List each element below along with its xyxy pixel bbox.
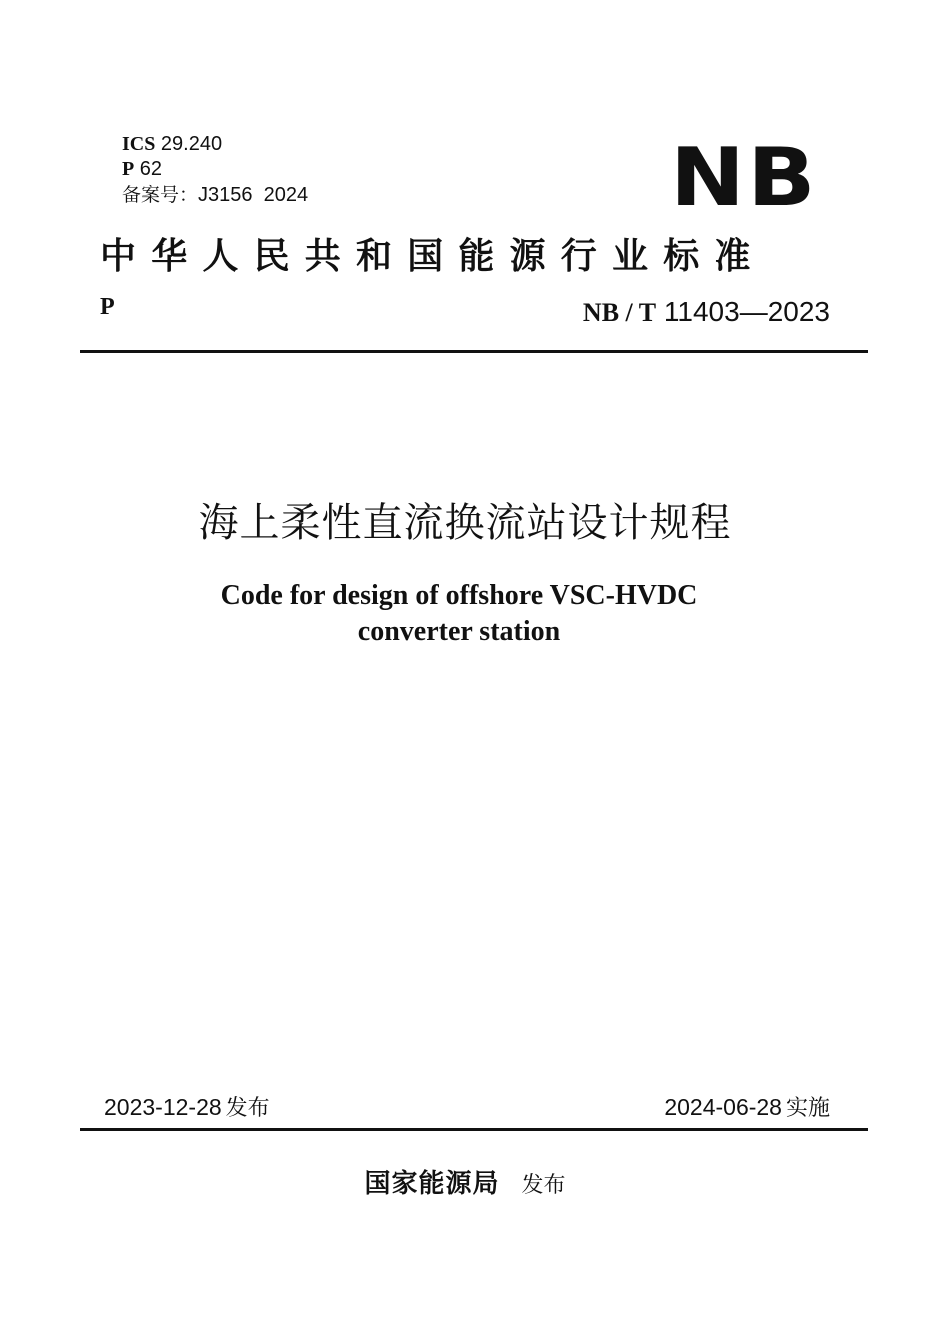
ccs-label: P (122, 158, 135, 180)
standard-category: P (100, 294, 115, 320)
ics-value: 29.240 (160, 133, 223, 155)
ics-code (122, 132, 222, 156)
issue-date-label: 发布 (225, 1096, 270, 1121)
issue-date (104, 1091, 270, 1125)
implement-date (664, 1091, 830, 1125)
bottom-divider (80, 1128, 868, 1131)
document-title-cn: 海上柔性直流换流站设计规程 (198, 500, 732, 546)
ccs-value: 62 (139, 158, 163, 180)
filing-label: 备案号： (122, 184, 199, 206)
ics-label: ICS (122, 133, 156, 155)
filing-value: J3156 2024 (198, 184, 309, 206)
issuer-verb: 发布 (521, 1173, 566, 1198)
standard-number-prefix: NB / T (582, 298, 657, 327)
standard-title: 中华人民共和国能源行业标准 (100, 235, 766, 277)
top-divider (80, 350, 868, 353)
standard-number (583, 294, 830, 331)
issue-date-value: 2023-12-28 (104, 1094, 222, 1120)
ccs-code (122, 157, 162, 181)
nb-logo: NB (670, 131, 818, 224)
issuer-name: 国家能源局 (364, 1169, 500, 1199)
document-title-en-line2: converter station (357, 616, 561, 647)
issuer (0, 1166, 930, 1206)
implement-date-value: 2024-06-28 (664, 1094, 782, 1120)
implement-date-label: 实施 (785, 1096, 830, 1121)
document-title-en-line1: Code for design of offshore VSC-HVDC (220, 580, 698, 611)
filing-number (122, 183, 308, 207)
standard-number-code: 11403—2023 (663, 296, 830, 327)
